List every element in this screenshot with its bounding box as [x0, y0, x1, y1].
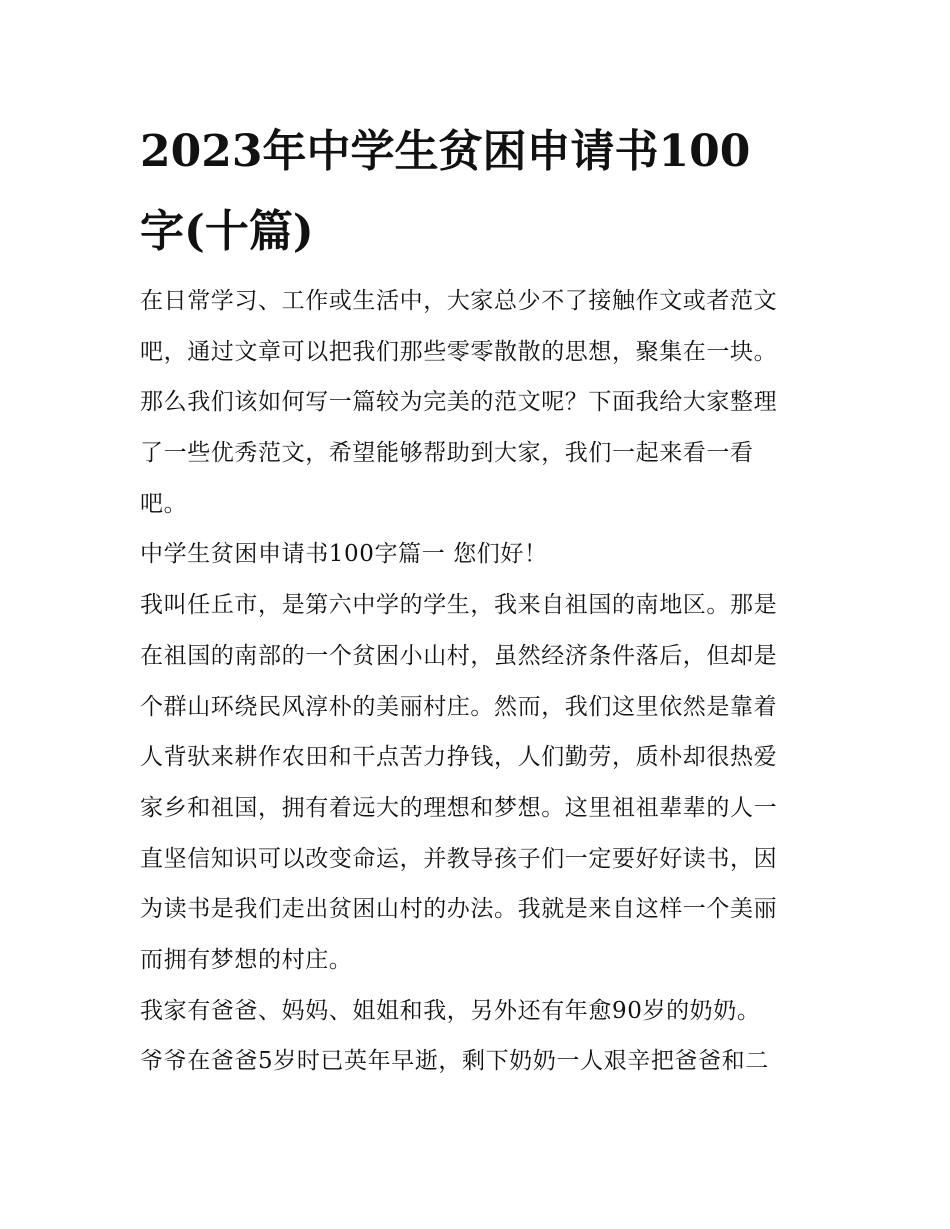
- title-line: 2023年中学生贫困申请书100: [140, 126, 751, 177]
- body-line: 了一些优秀范文，希望能够帮助到大家，我们一起来看一看: [140, 440, 754, 467]
- body-line: 个群山环绕民风淳朴的美丽村庄。然而，我们这里依然是靠着: [140, 693, 778, 720]
- body-line: 吧。: [140, 490, 188, 517]
- body-line: 在日常学习、工作或生活中，大家总少不了接触作文或者范文: [140, 288, 778, 314]
- body-line: 为读书是我们走出贫困山村的办法。我就是来自这样一个美丽: [140, 896, 778, 923]
- body-line: 而拥有梦想的村庄。: [140, 946, 353, 973]
- body-line: 直坚信知识可以改变命运，并教导孩子们一定要好好读书，因: [140, 845, 778, 872]
- body-line: 我家有爸爸、妈妈、姐姐和我，另外还有年愈90岁的奶奶。: [140, 997, 761, 1024]
- document-title: [140, 112, 830, 272]
- body-line: 吧，通过文章可以把我们那些零零散散的思想，聚集在一块。: [140, 338, 778, 365]
- body-line: 爷爷在爸爸5岁时已英年早逝，剩下奶奶一人艰辛把爸爸和二: [140, 1048, 769, 1075]
- document-body: [140, 276, 830, 1087]
- body-line: 我叫任丘市，是第六中学的学生，我来自祖国的南地区。那是: [140, 592, 778, 619]
- section-heading-line: 中学生贫困申请书100字篇一 您们好！: [140, 541, 548, 568]
- body-line: 那么我们该如何写一篇较为完美的范文呢？下面我给大家整理: [140, 389, 778, 416]
- body-line: 家乡和祖国，拥有着远大的理想和梦想。这里祖祖辈辈的人一: [140, 794, 778, 821]
- body-line: 人背驮来耕作农田和干点苦力挣钱，人们勤劳，质朴却很热爱: [140, 744, 778, 771]
- body-line: 在祖国的南部的一个贫困小山村，虽然经济条件落后，但却是: [140, 642, 778, 669]
- title-line: 字(十篇): [140, 206, 314, 257]
